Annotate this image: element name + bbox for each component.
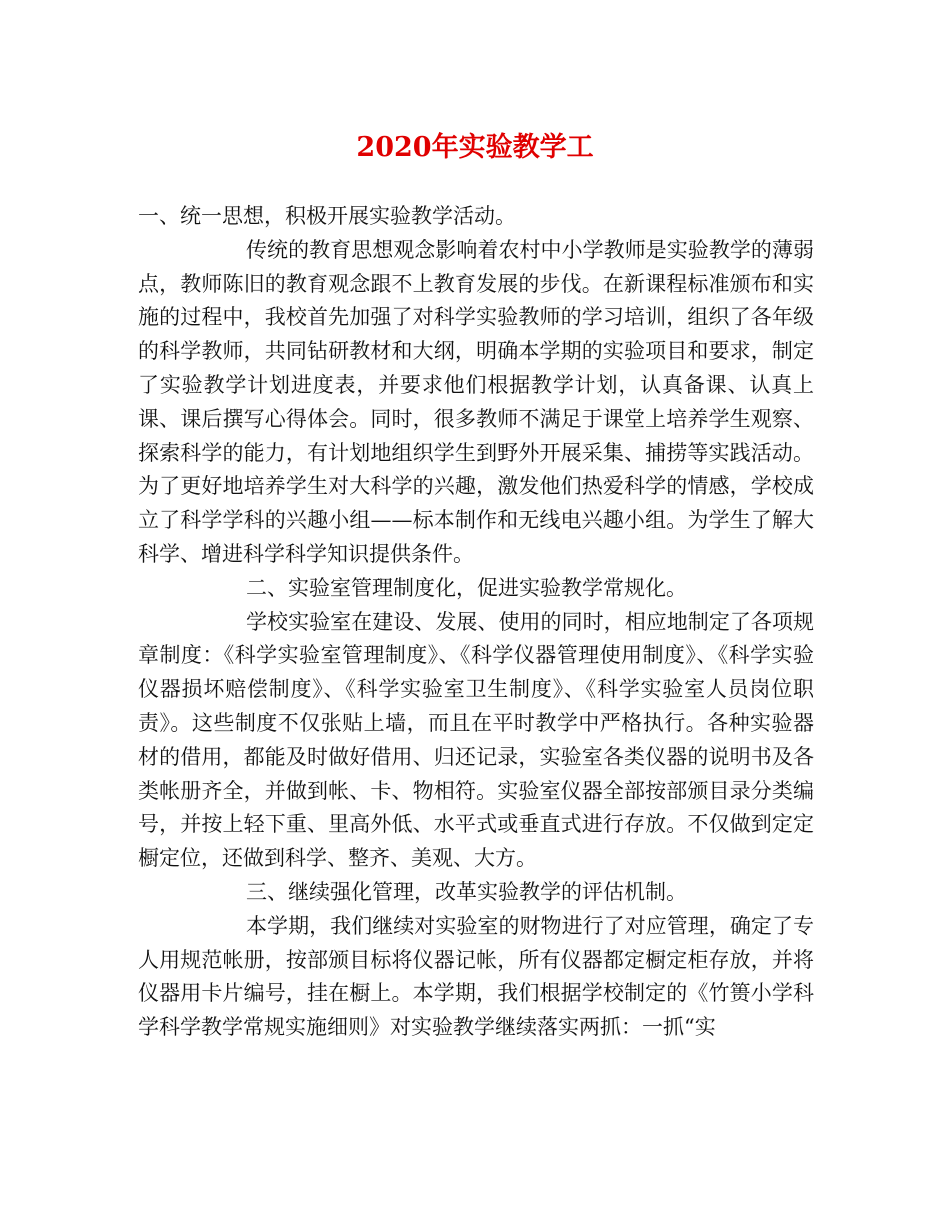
section-heading-1: 一、统一思想，积极开展实验教学活动。 (138, 204, 516, 228)
document-title: 2020年实验教学工 (356, 132, 594, 163)
section-heading-2: 二、实验室管理制度化，促进实验教学常规化。 (246, 575, 687, 600)
section-heading-3: 三、继续强化管理，改革实验教学的评估机制。 (246, 879, 687, 904)
paragraph-2: 学校实验室在建设、发展、使用的同时，相应地制定了各项规章制度：《科学实验室管理制度》、《科学仪器管理使用制度》、《科学实验仪器损坏赔偿制度》、《科学实验室卫生制度》、《科学实验室人员岗位职责》。这些制度不仅张贴上墙，而且在平时教学中严格执行。各种实验器材的借用，都能及时做好借用、归还记录，实验室各类仪器的说明书及各类帐册齐全，并做到帐、卡、物相符。实验室仪器全部按部颁目录分类编号，并按上轻下重、里高外低、水平式或垂直式进行存放。不仅做到定定橱定位，还做到科学、整齐、美观、大方。 (138, 609, 814, 871)
document-body (138, 200, 814, 1045)
paragraph-1: 传统的教育思想观念影响着农村中小学教师是实验教学的薄弱点，教师陈旧的教育观念跟不上教育发展的步伐。在新课程标准颁布和实施的过程中，我校首先加强了对科学实验教师的学习培训，组织了各年级的科学教师，共同钻研教材和大纲，明确本学期的实验项目和要求，制定了实验教学计划进度表，并要求他们根据教学计划，认真备课、认真上课、课后撰写心得体会。同时，很多教师不满足于课堂上培养学生观察、探索科学的能力，有计划地组织学生到野外开展采集、捕捞等实践活动。为了更好地培养学生对大科学的兴趣，激发他们热爱科学的情感，学校成立了科学学科的兴趣小组——标本制作和无线电兴趣小组。为学生了解大科学、增进科学科学知识提供条件。 (138, 237, 814, 566)
paragraph-3: 本学期，我们继续对实验室的财物进行了对应管理，确定了专人用规范帐册，按部颁目标将仪器记帐，所有仪器都定橱定柜存放，并将仪器用卡片编号，挂在橱上。本学期，我们根据学校制定的《竹篑小学科学科学教学常规实施细则》对实验教学继续落实两抓：一抓“实 (138, 913, 814, 1040)
